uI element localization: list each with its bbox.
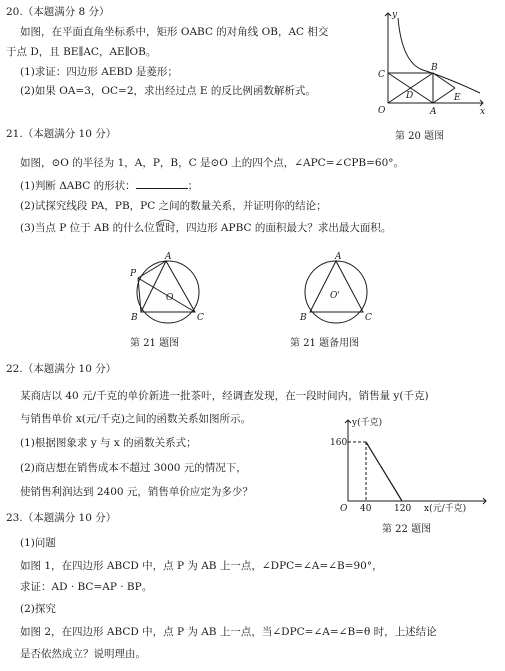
q20-fig-A-label: A — [430, 107, 437, 117]
q22-stem-line1: 某商店以 40 元/千克的单价新进一批茶叶，经调查发现，在一段时间内，销售量 y(千克) — [20, 390, 429, 402]
q23-section2-line1: 如图 2，在四边形 ABCD 中，点 P 为 AB 上一点，当∠DPC=∠A=∠B=θ 时，上述结论 — [20, 626, 437, 638]
q20-part2: (2)如果 OA=3，OC=2，求出经过点 E 的反比例函数解析式。 — [20, 85, 316, 97]
q23-section1: (1)问题 — [20, 537, 56, 549]
q21-part1-text: (1)判断 ΔABC 的形状： — [20, 180, 136, 192]
q21-fig2-C-label: C — [365, 313, 372, 323]
q20-part1: (1)求证：四边形 AEBD 是菱形； — [20, 66, 178, 78]
q20-fig-E-label: E — [454, 93, 461, 103]
q22-fig-ylabel: y(千克) — [352, 418, 383, 428]
q22-fig-y160: 160 — [330, 438, 348, 448]
q22-stem-line2: 与销售单价 x(元/千克)之间的函数关系如图所示。 — [20, 413, 251, 425]
q20-fig-y-label: y — [392, 10, 398, 20]
q21-fig-B-label: B — [131, 313, 138, 323]
q21-fig-P-label: P — [130, 269, 137, 279]
q22-caption: 第 22 题图 — [382, 524, 432, 535]
q21-fig-O-label: O — [166, 293, 174, 303]
q22-header: 22.（本题满分 10 分） — [6, 363, 117, 375]
q22-fig-O: O — [340, 504, 348, 514]
q21-caption2: 第 21 题备用图 — [290, 338, 360, 349]
q23-section2-line2: 是否依然成立？说明理由。 — [20, 648, 146, 660]
q21-caption1: 第 21 题图 — [130, 338, 180, 349]
q21-part3 — [20, 222, 391, 235]
q20-stem-line1: 如图，在平面直角坐标系中，矩形 OABC 的对角线 OB，AC 相交 — [20, 26, 329, 38]
q23-section2: (2)探究 — [20, 603, 56, 615]
q21-fig2-A-label: A — [335, 252, 342, 262]
q21-part3-text: (3)当点 P 位于 AB 的什么位置时，四边形 APBC 的面积最大？求出最大面积。 — [20, 222, 392, 234]
q21-fig-C-label: C — [197, 313, 204, 323]
q23-section1-line1: 如图 1，在四边形 ABCD 中，点 P 为 AB 上一点，∠DPC=∠A=∠B=90°， — [20, 560, 383, 572]
q21-fig-A-label: A — [165, 252, 172, 262]
q21-figure — [128, 250, 238, 325]
q21-part1-end: ； — [187, 180, 199, 192]
q22-figure — [316, 412, 491, 517]
q21-fig2-B-label: B — [300, 313, 307, 323]
q21-header: 21.（本题满分 10 分） — [6, 128, 117, 140]
q20-fig-B-label: B — [431, 63, 438, 73]
q23-header: 23.（本题满分 10 分） — [6, 512, 117, 524]
q20-header: 20.（本题满分 8 分） — [6, 6, 110, 18]
q22-part1: (1)根据图象求 y 与 x 的函数关系式； — [20, 437, 197, 449]
q20-fig-O-label: O — [378, 106, 386, 116]
q20-fig-D-label: D — [406, 91, 414, 101]
q21-answer-blank — [136, 178, 188, 189]
q20-caption: 第 20 题图 — [395, 131, 445, 142]
q22-part2-line1: (2)商店想在销售成本不超过 3000 元的情况下， — [20, 462, 247, 474]
q23-section1-line2: 求证：AD · BC=AP · BP。 — [20, 581, 153, 593]
q21-arc-mark — [155, 218, 175, 224]
q20-figure — [368, 8, 498, 123]
q22-fig-x40: 40 — [360, 504, 372, 514]
q20-fig-x-label: x — [480, 107, 486, 117]
q20-fig-C-label: C — [378, 70, 385, 80]
q20-stem-line2: 于点 D，且 BE∥AC，AE∥OB。 — [6, 46, 157, 58]
q21-fig2-O-label: O' — [330, 291, 340, 301]
q22-fig-x120: 120 — [394, 504, 412, 514]
q22-fig-xlabel: x(元/千克) — [424, 504, 467, 514]
q21-part1 — [20, 178, 198, 193]
q22-part2-line2: 使销售利润达到 2400 元，销售单价应定为多少？ — [20, 486, 253, 498]
q21-part2: (2)试探究线段 PA，PB，PC 之间的数量关系，并证明你的结论； — [20, 200, 327, 212]
q21-stem: 如图，⊙O 的半径为 1，A，P，B，C 是⊙O 上的四个点，∠APC=∠CPB=60°。 — [20, 157, 405, 169]
q21-backup-figure — [296, 250, 406, 325]
